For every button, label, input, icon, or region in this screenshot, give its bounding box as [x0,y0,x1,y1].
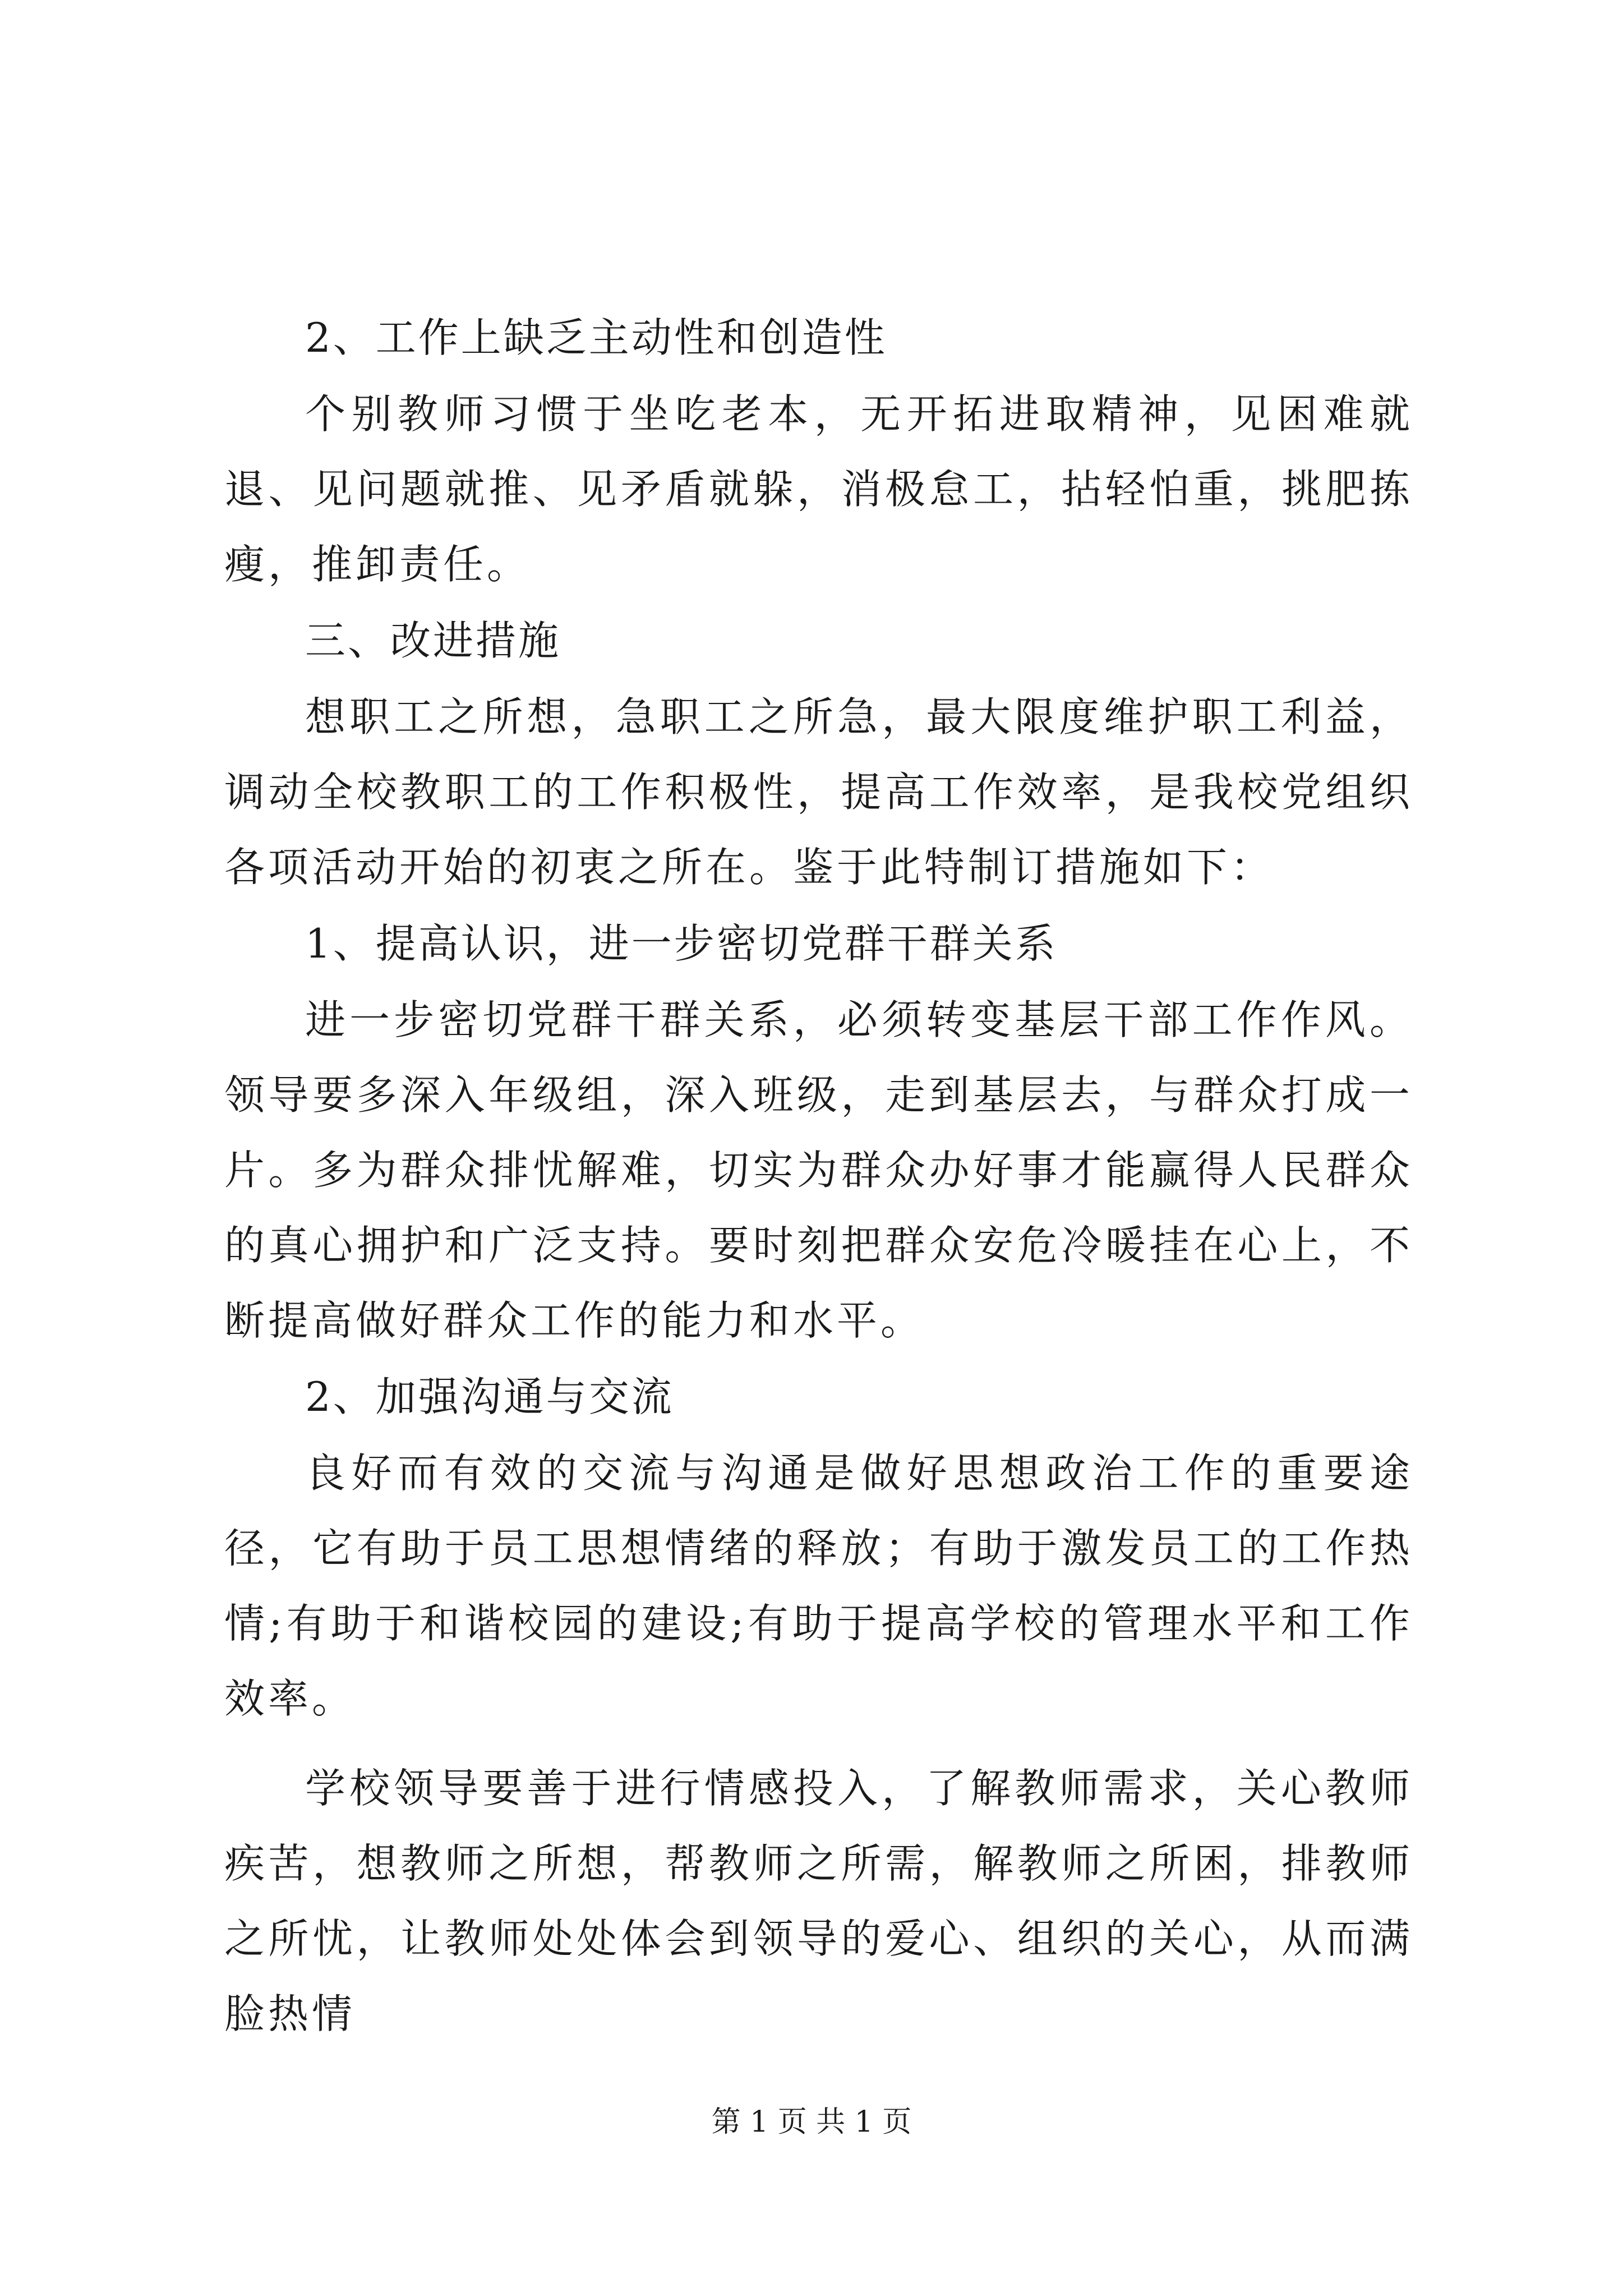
document-body [224,300,1413,2053]
paragraph-communication-benefits: 良好而有效的交流与沟通是做好思想政治工作的重要途径，它有助于员工思想情绪的释放；有助于激发员工的工作热情;有助于和谐校园的建设;有助于提高学校的管理水平和工作效率。 [224,1450,1413,1722]
section-heading-lack-initiative: 2、工作上缺乏主动性和创造性 [305,314,887,361]
paragraph-measures-intro: 想职工之所想，急职工之所急，最大限度维护职工利益，调动全校教职工的工作积极性，提高工作效率，是我校党组织各项活动开始的初衷之所在。鉴于此特制订措施如下： [224,693,1413,891]
paragraph-leader-emotional-investment: 学校领导要善于进行情感投入，了解教师需求，关心教师疾苦，想教师之所想，帮教师之所需，解教师之所困，排教师之所忧，让教师处处体会到领导的爱心、组织的关心，从而满脸热情 [224,1765,1413,2037]
section-heading-raise-awareness: 1、提高认识，进一步密切党群干群关系 [305,920,1058,967]
page-number-footer: 第 1 页 共 1 页 [711,2105,912,2139]
paragraph-party-relations: 进一步密切党群干群关系，必须转变基层干部工作作风。领导要多深入年级组，深入班级，走到基层去，与群众打成一片。多为群众排忧解难，切实为群众办好事才能赢得人民群众的真心拥护和广泛支持。要时刻把群众安危冷暖挂在心上，不断提高做好群众工作的能力和水平。 [224,996,1413,1344]
section-heading-communication: 2、加强沟通与交流 [305,1373,674,1420]
paragraph-teacher-habits: 个别教师习惯于坐吃老本，无开拓进取精神，见困难就退、见问题就推、见矛盾就躲，消极怠工，拈轻怕重，挑肥拣瘦，推卸责任。 [224,390,1413,588]
section-heading-improvement-measures: 三、改进措施 [305,617,561,664]
